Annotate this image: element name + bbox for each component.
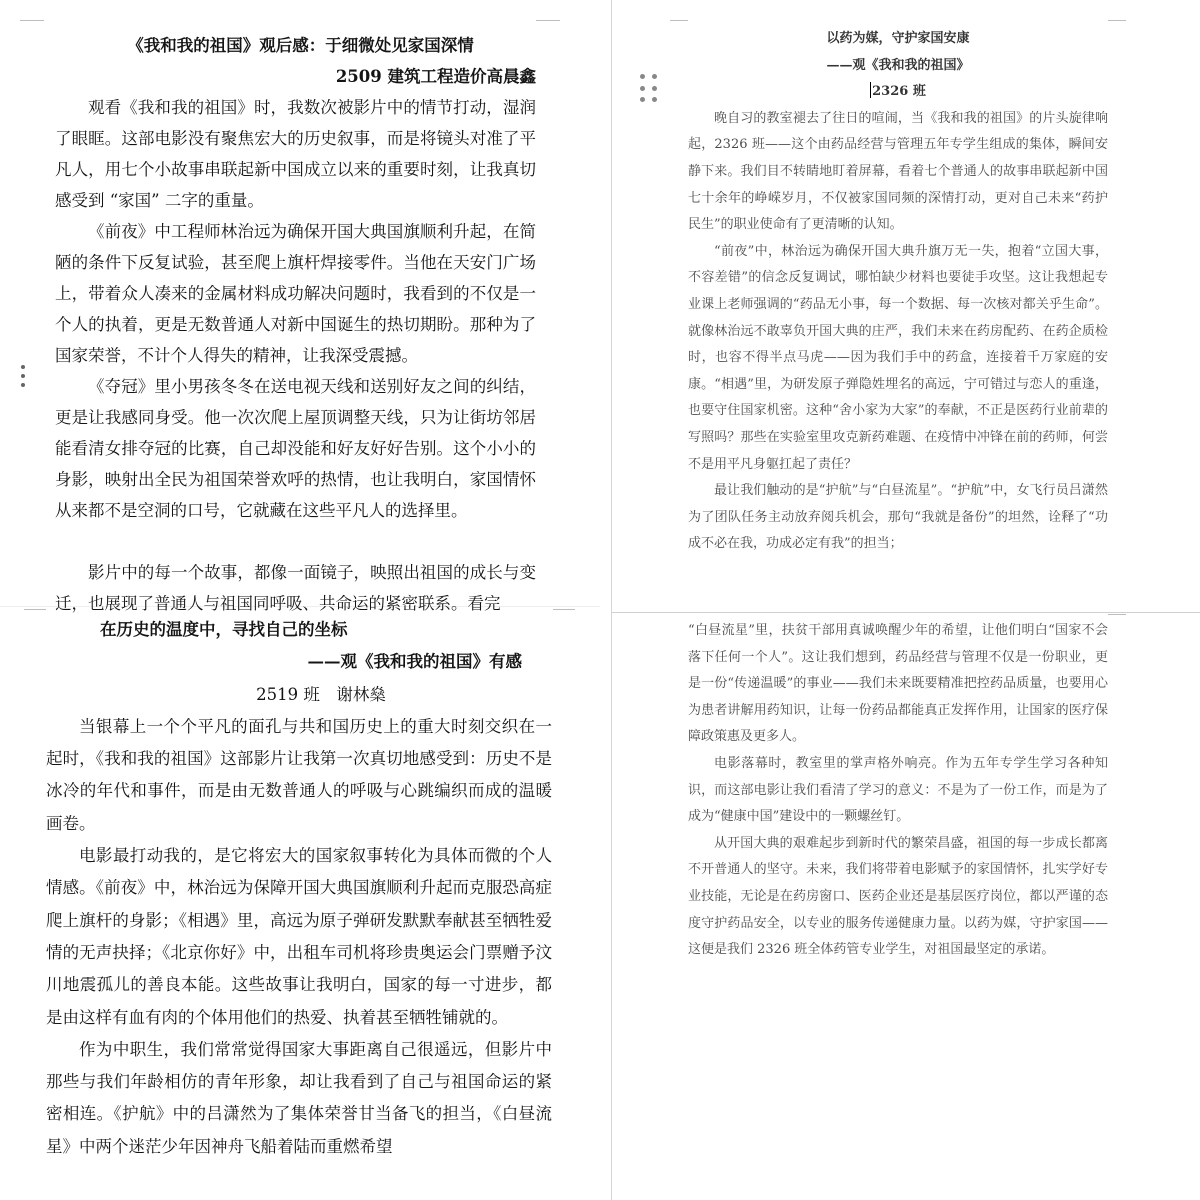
paragraph: 晚自习的教室褪去了往日的喧闹，当《我和我的祖国》的片头旋律响起，2326 班——这个由药品经营与管理五年专学生组成的集体，瞬间安静下来。我们目不转睛地盯着屏幕，看着七个普通人的故事串联起新中国七十余年的峥嵘岁月，不仅被家国同频的深情打动，更对自己未来“药护民生”的职业使命有了更清晰的认知。: [688, 110, 1108, 233]
horizontal-divider: [612, 612, 1200, 613]
text-cursor: [870, 82, 871, 98]
page-corner-mark: [553, 609, 575, 610]
paragraph: 《夺冠》里小男孩冬冬在送电视天线和送别好友之间的纠结，更是让我感同身受。他一次次爬上屋顶调整天线，只为让街坊邻居能看清女排夺冠的比赛，自己却没能和好友好好告别。这个小小的身影，映射出全民为祖国荣誉欢呼的热情，也让我明白，家国情怀从来都不是空洞的口号，它就藏在这些平凡人的选择里。: [55, 377, 536, 520]
essay-author: 2519 班 谢林燊: [256, 684, 386, 704]
page-corner-mark: [670, 20, 688, 21]
paragraph: 最让我们触动的是“护航”与“白昼流星”。“护航”中，女飞行员吕潇然为了团队任务主动放弃阅兵机会，那句“我就是备份”的坦然，诠释了“功成不必在我，功成必定有我”的担当；: [688, 483, 1108, 552]
essay-title: 在历史的温度中，寻找自己的坐标: [100, 620, 348, 639]
essay-class: 2326 班: [872, 84, 926, 100]
essay-subtitle: ——观《我和我的祖国》: [826, 57, 970, 73]
essay-document-1[interactable]: [55, 30, 536, 619]
paragraph: 当银幕上一个个平凡的面孔与共和国历史上的重大时刻交织在一起时，《我和我的祖国》这部影片让我第一次真切地感受到：历史不是冰冷的年代和事件，而是由无数普通人的呼吸与心跳编织而成的温暖画卷。: [46, 716, 552, 833]
essay-document-2[interactable]: [688, 26, 1108, 558]
page-corner-mark: [24, 609, 46, 610]
side-drag-handle-icon[interactable]: [21, 365, 25, 387]
page-corner-mark: [1108, 614, 1126, 615]
block-drag-handle-icon[interactable]: [640, 74, 658, 104]
paragraph: 作为中职生，我们常常觉得国家大事距离自己很遥远，但影片中那些与我们年龄相仿的青年形象，却让我看到了自己与祖国命运的紧密相连。《护航》中的吕潇然为了集体荣誉甘当备飞的担当，《白昼流星》中两个迷茫少年因神舟飞船着陆而重燃希望: [46, 1039, 552, 1156]
page-corner-mark: [536, 20, 560, 21]
paragraph: 影片中的每一个故事，都像一面镜子，映照出祖国的成长与变迁，也展现了普通人与祖国同呼吸、共命运的紧密联系。看完: [55, 563, 536, 613]
page-corner-mark: [20, 20, 44, 21]
essay-class-line: [688, 79, 1108, 106]
essay-title: 以药为媒，守护家国安康: [826, 31, 970, 46]
essay-title: 《我和我的祖国》观后感：于细微处见家国深情: [127, 36, 474, 55]
paragraph: 电影最打动我的，是它将宏大的国家叙事转化为具体而微的个人情感。《前夜》中，林治远为保障开国大典国旗顺利升起而克服恐高症爬上旗杆的身影；《相遇》里，高远为原子弹研发默默奉献甚至牺牲爱情的无声抉择；《北京你好》中，出租车司机将珍贵奥运会门票赠予汶川地震孤儿的善良本能。这些故事让我明白，国家的每一寸进步，都是由这样有血有肉的个体用他们的热爱、执着甚至牺牲铺就的。: [46, 846, 552, 1027]
vertical-divider: [611, 0, 612, 1200]
paragraph: “白昼流星”里，扶贫干部用真诚唤醒少年的希望，让他们明白“国家不会落下任何一个人”。这让我们想到，药品经营与管理不仅是一份职业，更是一份“传递温暖”的事业——我们未来既要精准把控药品质量，也要用心为患者讲解用药知识，让每一份药品都能真正发挥作用，让国家的医疗保障政策惠及更多人。: [688, 623, 1108, 745]
paragraph: 从开国大典的艰难起步到新时代的繁荣昌盛，祖国的每一步成长都离不开普通人的坚守。未来，我们将带着电影赋予的家国情怀，扎实学好专业技能，无论是在药房窗口、医药企业还是基层医疗岗位，都以严谨的态度守护药品安全，以专业的服务传递健康力量。以药为媒，守护家国——这便是我们 2326 班全体药管专业学生，对祖国最坚定的承诺。: [688, 835, 1108, 958]
paragraph: 《前夜》中工程师林治远为确保开国大典国旗顺利升起，在简陋的条件下反复试验，甚至爬上旗杆焊接零件。当他在天安门广场上，带着众人凑来的金属材料成功解决问题时，我看到的不仅是一个人的执着，更是无数普通人对新中国诞生的热切期盼。那种为了国家荣誉，不计个人得失的精神，让我深受震撼。: [55, 222, 536, 365]
essay-author: 2509 建筑工程造价高晨鑫: [335, 67, 536, 86]
paragraph: “前夜”中，林治远为确保开国大典升旗万无一失，抱着“立国大事，不容差错”的信念反复调试，哪怕缺少材料也要徒手攻坚。这让我想起专业课上老师强调的“药品无小事，每一个数据、每一次核对都关乎生命”。就像林治远不敢辜负开国大典的庄严，我们未来在药房配药、在药企质检时，也容不得半点马虎——因为我们手中的药盒，连接着千万家庭的安康。“相遇”里，为研发原子弹隐姓埋名的高远，宁可错过与恋人的重逢，也要守住国家机密。这种“舍小家为大家”的奉献，不正是医药行业前辈的写照吗？那些在实验室里攻克新药难题、在疫情中冲锋在前的药师，何尝不是用平凡身躯扛起了责任？: [688, 243, 1108, 472]
paragraph: 观看《我和我的祖国》时，我数次被影片中的情节打动，湿润了眼眶。这部电影没有聚焦宏大的历史叙事，而是将镜头对准了平凡人，用七个小故事串联起新中国成立以来的重要时刻，让我真切感受到 “家国” 二字的重量。: [55, 98, 536, 210]
page-corner-mark: [1108, 20, 1126, 21]
essay-document-2-continued[interactable]: [688, 618, 1108, 964]
essay-document-3[interactable]: [46, 614, 552, 1163]
paragraph: 电影落幕时，教室里的掌声格外响亮。作为五年专学生学习各种知识，而这部电影让我们看清了学习的意义：不是为了一份工作，而是为了成为“健康中国”建设中的一颗螺丝钉。: [688, 755, 1108, 825]
essay-subtitle: ——观《我和我的祖国》有感: [307, 652, 522, 672]
